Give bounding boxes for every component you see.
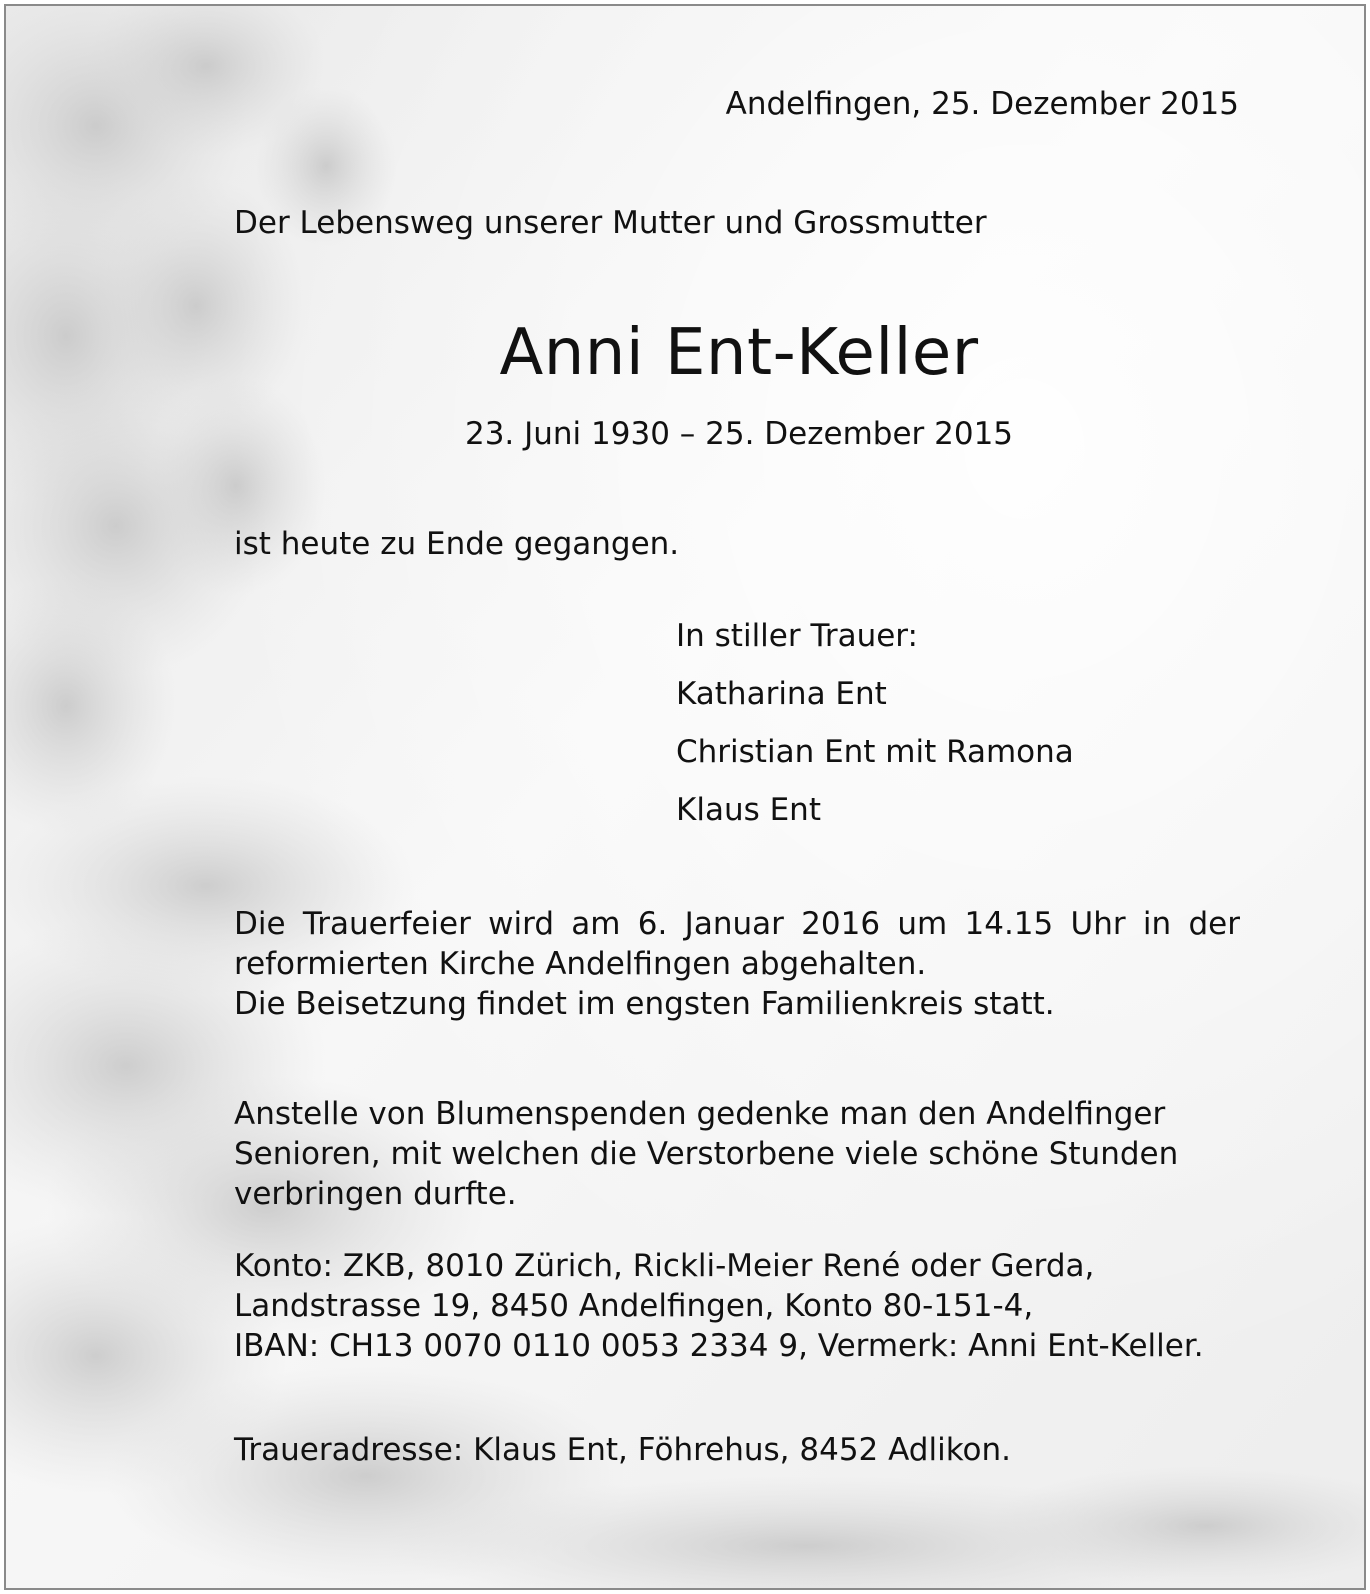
ceremony-line: Die Trauerfeier wird am 6. Januar 2016 um 14.15 Uhr in der: [234, 906, 1240, 942]
mourner-name: Katharina Ent: [676, 676, 887, 712]
mourning-heading: In stiller Trauer:: [676, 618, 918, 654]
donation-line: Senioren, mit welchen die Verstorbene viele schöne Stunden: [234, 1136, 1179, 1172]
mourner-name: Christian Ent mit Ramona: [676, 734, 1074, 770]
account-line: Konto: ZKB, 8010 Zürich, Rickli-Meier René oder Gerda,: [234, 1248, 1095, 1284]
place-date: Andelfingen, 25. Dezember 2015: [725, 86, 1239, 122]
account-line: Landstrasse 19, 8450 Andelfingen, Konto 80-151-4,: [234, 1288, 1034, 1324]
donation-line: verbringen durfte.: [234, 1176, 517, 1212]
donation-line: Anstelle von Blumenspenden gedenke man den Andelfinger: [234, 1096, 1166, 1132]
ceremony-line: reformierten Kirche Andelfingen abgehalten.: [234, 946, 927, 982]
ceremony-line: Die Beisetzung findet im engsten Familienkreis statt.: [234, 986, 1055, 1022]
account-paragraph: [234, 1246, 1240, 1366]
mourning-address: Traueradresse: Klaus Ent, Föhrehus, 8452 Adlikon.: [234, 1432, 1012, 1468]
ceremony-paragraph: [234, 904, 1240, 1024]
intro-line: Der Lebensweg unserer Mutter und Grossmutter: [234, 205, 987, 241]
deceased-name: Anni Ent-Keller: [499, 316, 979, 390]
mourner-name: Klaus Ent: [676, 792, 821, 828]
obituary-notice: [4, 4, 1366, 1590]
donation-paragraph: [234, 1094, 1240, 1214]
account-line: IBAN: CH13 0070 0110 0053 2334 9, Vermerk: Anni Ent-Keller.: [234, 1328, 1204, 1364]
ended-line: ist heute zu Ende gegangen.: [234, 526, 680, 562]
life-dates: 23. Juni 1930 – 25. Dezember 2015: [464, 416, 1014, 452]
